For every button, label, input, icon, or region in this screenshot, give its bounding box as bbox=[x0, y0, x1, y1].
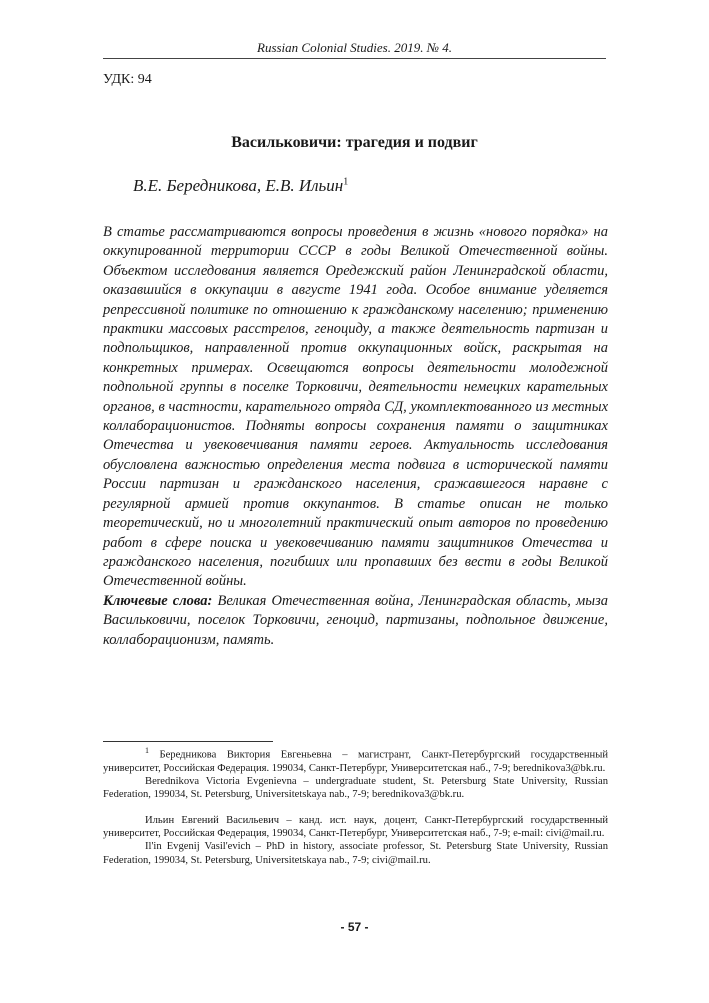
udk-code: УДК: 94 bbox=[103, 72, 152, 87]
abstract: В статье рассматриваются вопросы проведения в жизнь «нового порядка» на оккупированной территории СССР в годы Великой Отечественной войны. Объектом исследования является Оредежский район Ленинградской области, оказавшийся в оккупации в августе 1941 года. Особое внимание уделяется репрессивной политике по отношению к гражданскому населению; применению практики массовых расстрелов, геноциду, а также деятельность партизан и подпольщиков, направленной против оккупационных войск, раскрытая на конкретных примерах. Освещаются вопросы деятельности молодежной подпольной группы в поселке Торковичи, деятельности немецких карательных органов, в частности, карательного отряда СД, укомплектованного из местных коллаборационистов. Подняты вопросы сохранения памяти о защитниках Отечества и увековечивания памяти героев. Актуальность исследования обусловлена важностью определения места подвига в исторической памяти России партизан и гражданского населения, сражавшегося наравне с регулярной армией против оккупантов. В статье описан не только теоретический, но и многолетний практический опыт авторов по проведению работ в сфере поиска и увековечиванию памяти защитников Отечества и гражданского населения, погибших или пропавших без вести в годы Великой Отечественной войны. bbox=[103, 224, 608, 590]
footnote-separator bbox=[103, 741, 273, 742]
footnote-author1-en: Berednikova Victoria Evgenievna – undergraduate student, St. Petersburg State University, Russian Federation, 199034, St. Petersburg, Universitetskaya nab., 7-9; berednikova3@bk.ru. bbox=[103, 776, 608, 801]
footnote-author2-ru: Ильин Евгений Васильевич – канд. ист. наук, доцент, Санкт-Петербургский государственный университет, Российская Федерация, 199034, Санкт-Петербург, Университетская наб., 7-9; e-mail: civi@mail.ru. bbox=[103, 814, 608, 840]
page-number: - 57 - bbox=[340, 920, 369, 934]
authors-names: В.Е. Бередникова, Е.В. Ильин bbox=[133, 176, 344, 195]
article-title: Васильковичи: трагедия и подвиг bbox=[231, 134, 478, 151]
header-rule bbox=[103, 58, 606, 59]
authors-line bbox=[133, 176, 348, 196]
footnote-mark: 1 bbox=[145, 746, 149, 755]
footnotes bbox=[103, 744, 608, 867]
footnote-author2-en: Il'in Evgenij Vasil'evich – PhD in history, associate professor, St. Petersburg State University, Russian Federation, 199034, St. Petersburg, Universitetskaya nab., 7-9; civi@mail.ru. bbox=[103, 841, 608, 866]
keywords-text: Великая Отечественная война, Ленинградская область, мыза Васильковичи, поселок Торковичи, геноцид, партизаны, подпольное движение, коллаборационизм, память. bbox=[103, 593, 608, 648]
keywords-label: Ключевые слова: bbox=[103, 593, 213, 609]
keywords bbox=[103, 592, 608, 650]
footnote-author1-ru bbox=[103, 744, 608, 775]
running-header: Russian Colonial Studies. 2019. № 4. bbox=[257, 40, 452, 55]
authors-footnote-mark[interactable]: 1 bbox=[343, 176, 349, 188]
footnote-author1-ru-text: Бередникова Виктория Евгеньевна – магистрант, Санкт-Петербургский государственный университет, Российская Федерация. 199034, Санкт-Петербург, Университетская наб., 7-9; berednikova3@bk.ru. bbox=[103, 749, 608, 774]
